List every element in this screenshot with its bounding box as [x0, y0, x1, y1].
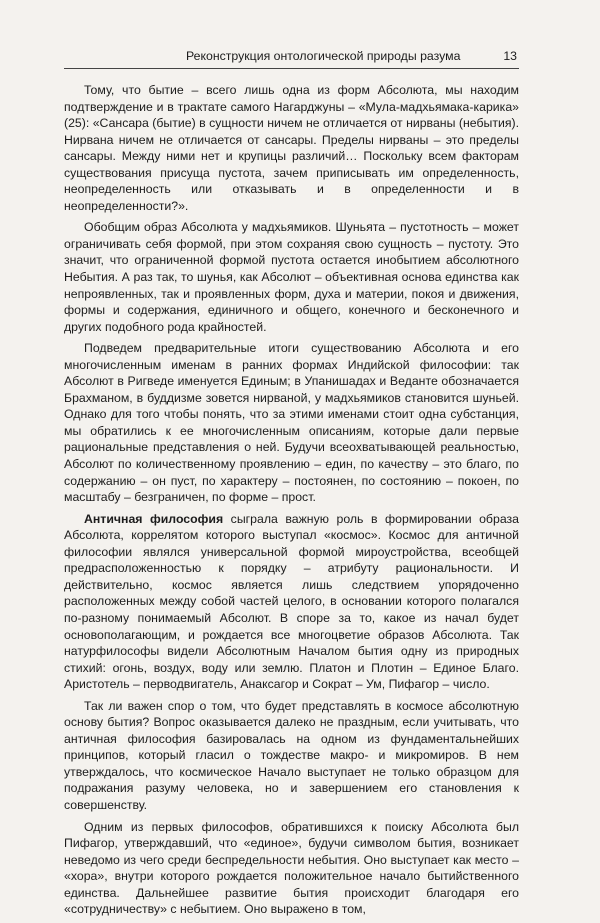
running-title: Реконструкция онтологической природы разума	[186, 49, 461, 63]
paragraph	[64, 340, 519, 505]
paragraph	[64, 698, 519, 814]
page-number: 13	[503, 49, 517, 63]
paragraph-text: Тому, что бытие – всего лишь одна из форм Абсолюта, мы находим подтверждение и в трактате самого Нагарджуны – «Мула-мадхьямака-карика» (25): «Сансара (бытие) в сущности ничем не отличается от нирваны (небытия). Нирвана ничем не отличается от сансары. Пределы нирваны – это пределы сансары. Между ними нет и крупицы различий… Поскольку всем факторам существования присуща пустота, зачем приписывать им определенность, неопределенность или отказывать и в определенности и в неопределенности?».	[64, 83, 519, 213]
paragraph	[64, 82, 519, 214]
running-header	[64, 44, 519, 69]
paragraph-text: Подведем предварительные итоги существованию Абсолюта и его многочисленным именам в ранних формах Индийской философии: так Абсолют в Ригведе именуется Единым; в Упанишадах и Веданте обозначается Брахманом, в буддизме зовется нирваной, у мадхьямиков становится шуньей. Однако для того чтобы понять, что за этими именами стоит одна субстанция, мы обратились к ее многочисленным описаниям, которые дали первые рациональные представления о ней. Будучи всеохватывающей реальностью, Абсолют по количественному проявлению – един, по качеству – это благо, по содержанию – он пуст, по характеру – постоянен, по состоянию – покоен, по масштабу – безграничен, по форме – прост.	[64, 341, 519, 505]
paragraph-text: Обобщим образ Абсолюта у мадхьямиков. Шуньята – пустотность – может ограничивать себя формой, при этом сохраняя свою сущность – пустоту. Это значит, что ограниченной формой пустота остается инобытием абсолютного Небытия. А раз так, то шунья, как Абсолют – объективная основа единства как непроявленных, так и проявленных форм, духа и материи, покоя и движения, формы и содержания, единичного и общего, конечного и бесконечного и других подобного рода крайностей.	[64, 220, 519, 334]
paragraph-text: Так ли важен спор о том, что будет представлять в космосе абсолютную основу бытия? Вопрос оказывается далеко не праздным, если учитывать, что античная философия базировалась на одном из фундаментальнейших принципов, который гласил о тождестве макро- и микромиров. В нем утверждалось, что космическое Начало выступает не только образцом для подражания разуму человека, но и завершением его становления к совершенству.	[64, 698, 519, 812]
paragraph	[64, 219, 519, 335]
paragraph	[64, 819, 519, 918]
paragraph	[64, 511, 519, 693]
bold-term: Античная философия	[84, 511, 224, 526]
paragraph-text: сыграла важную роль в формировании образа Абсолюта, коррелятом которого выступал «космос». Космос для античной философии являлся универсальной формой мироустройства, всеобщей предрасположенностью к порядку – атрибуту рациональности. И действительно, космос является лишь следствием упорядоченно расположенных между собой частей целого, в основании которого полагался по-разному понимаемый Абсолют. В споре за то, какое из начал будет основополагающим, и рождается все многоцветие образов Абсолюта. Так натурфилософы видели Абсолютным Началом бытия одну из природных стихий: огонь, воздух, воду или землю. Платон и Плотин – Единое Благо. Аристотель – перводвигатель, Анаксагор и Сократ – Ум, Пифагор – число.	[64, 511, 519, 692]
paragraph-text: Одним из первых философов, обратившихся к поиску Абсолюта был Пифагор, утверждавший, что «единое», будучи символом бытия, возникает неведомо из чего среди беспредельности небытия. Оно выступает как место – «хора», внутри которого рождается положительное начало бытийственного единства. Дальнейшее развитие бытия происходит благодаря его «сотрудничеству» с небытием. Оно выражено в том,	[64, 819, 519, 917]
body-text	[64, 82, 519, 923]
